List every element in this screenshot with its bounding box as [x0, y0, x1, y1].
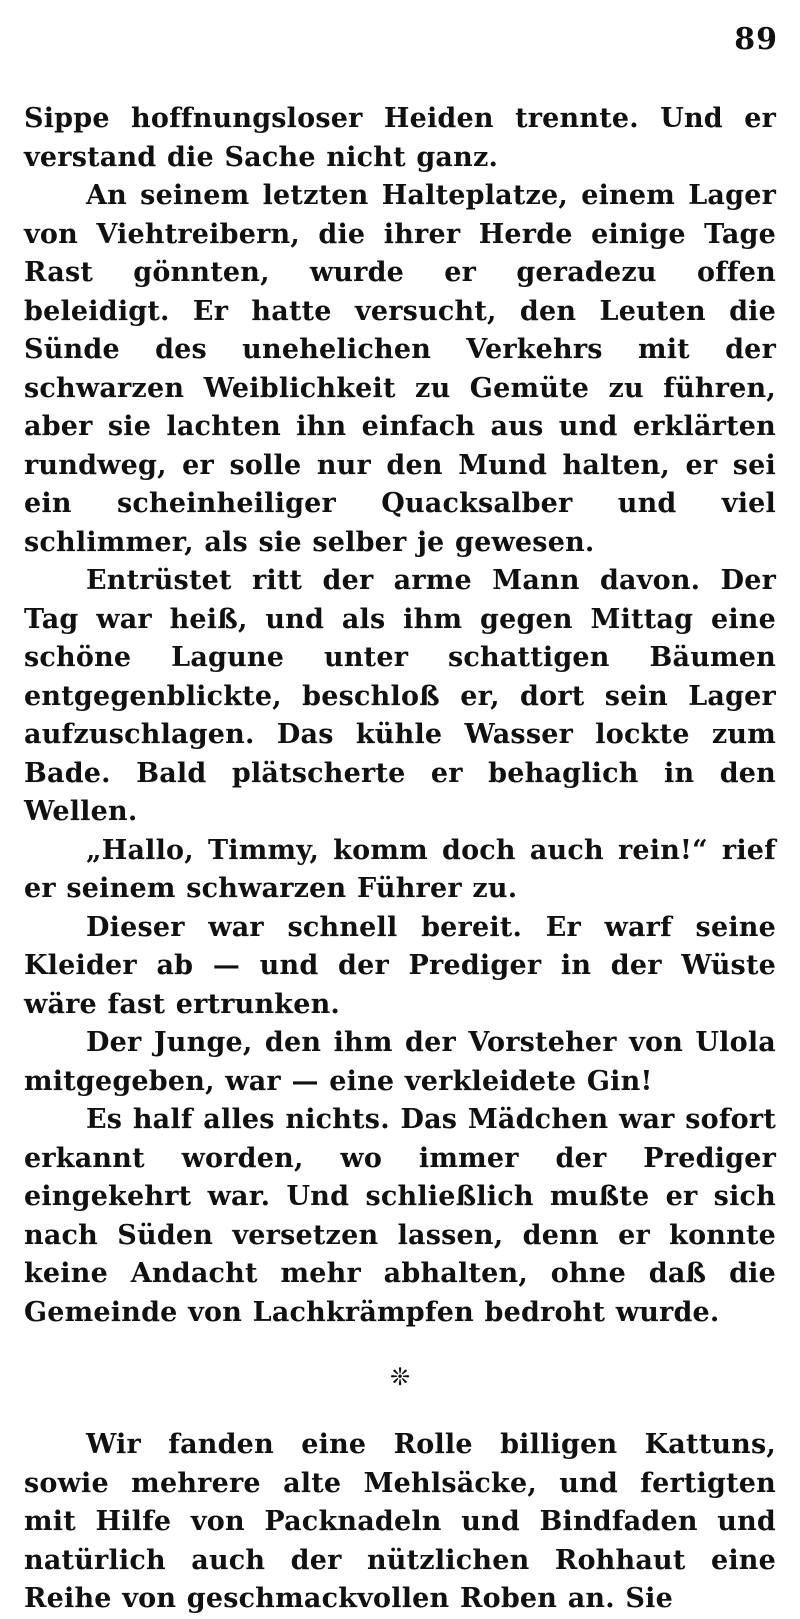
paragraph-3: Entrüstet ritt der arme Mann davon. Der Tag war heiß, und als ihm gegen Mittag eine schöne Lagune unter schattigen Bäumen entgegenblickte, beschloß er, dort sein Lager aufzuschlagen. Das kühle Wasser lockte zum Bade. Bald plätscherte er behaglich in den Wellen. [24, 565, 776, 827]
paragraph-8: Wir fanden eine Rolle billigen Kattuns, sowie mehrere alte Mehlsäcke, und fertigten mit Hilfe von Packnadeln und Bindfaden und natürlich auch der nützlichen Rohhaut eine Reihe von geschmackvollen Roben an. Sie [24, 1429, 776, 1614]
paragraph-4: „Hallo, Timmy, komm doch auch rein!“ rief er seinem schwarzen Führer zu. [24, 834, 776, 904]
paragraph-1: Sippe hoffnungsloser Heiden trennte. Und er verstand die Sache nicht ganz. [24, 103, 776, 173]
body-text [24, 100, 776, 1619]
paragraph-5: Dieser war schnell bereit. Er warf seine Kleider ab — und der Prediger in der Wüste wäre fast ertrunken. [24, 911, 776, 1020]
paragraph-2: An seinem letzten Halteplatze, einem Lager von Viehtreibern, die ihrer Herde einige Tage Rast gönnten, wurde er geradezu offen beleidigt. Er hatte versucht, den Leuten die Sünde des unehelichen Verkehrs mit der schwarzen Weiblichkeit zu Gemüte zu führen, aber sie lachten ihn einfach aus und erklärten rundweg, er solle nur den Mund halten, er sei ein scheinheiliger Quacksalber und viel schlimmer, als sie selber je gewesen. [24, 180, 776, 558]
paragraph-7: Es half alles nichts. Das Mädchen war sofort erkannt worden, wo immer der Prediger eingekehrt war. Und schließlich mußte er sich nach Süden versetzen lassen, denn er konnte keine Andacht mehr abhalten, ohne daß die Gemeinde von Lachkrämpfen bedroht wurde. [24, 1104, 776, 1328]
paragraph-6: Der Junge, den ihm der Vorsteher von Ulola mitgegeben, war — eine verkleidete Gin! [24, 1027, 776, 1097]
section-separator-ornament: ❊ [389, 1363, 411, 1391]
page-number: 89 [734, 22, 778, 57]
